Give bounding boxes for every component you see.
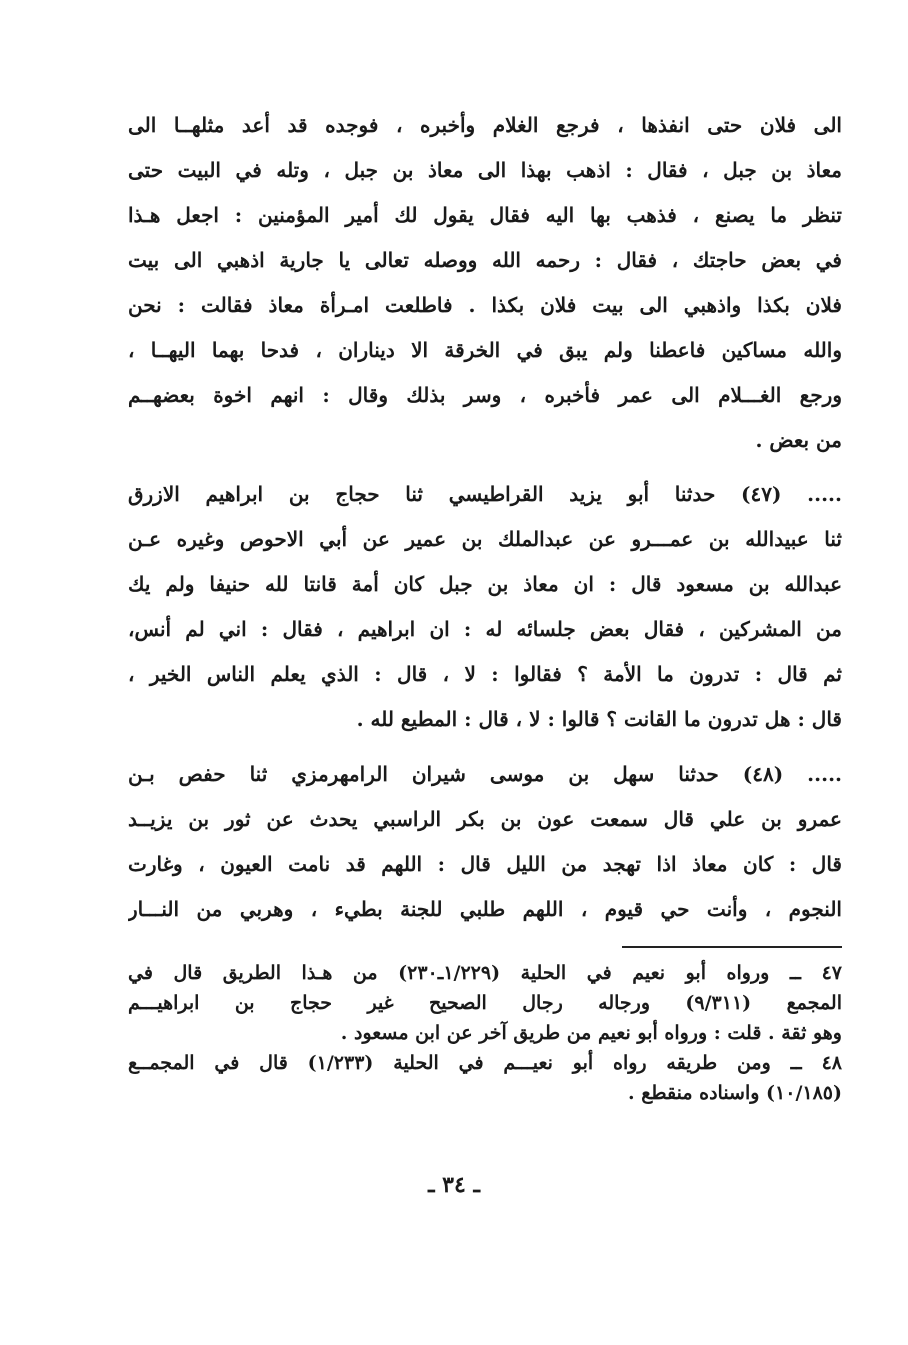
text-line: ..... (٤٧) حدثنا أبو يزيد القراطيسي ثنا حجاج بن ابراهيم الازرق [128, 482, 842, 506]
footnote-line: المجمع (٩/٣١١) ورجاله رجال الصحيح غير حجاج بن ابراهيـــم [128, 992, 842, 1014]
text-line: فلان بكذا واذهبي الى بيت فلان بكذا . فاطلعت امـرأة معاذ فقالت : نحن [128, 293, 842, 317]
text-line: عمرو بن علي قال سمعت عون بن بكر الراسبي يحدث عن ثور بن يزيــد [128, 807, 842, 831]
text-line: قال : كان معاذ اذا تهجد من الليل قال : اللهم قد نامت العيون ، وغارت [128, 852, 842, 876]
footnote-line: وهو ثقة . قلت : ورواه أبو نعيم من طريق آخر عن ابن مسعود . [340, 1022, 842, 1044]
text-line: في بعض حاجتك ، فقال : رحمه الله ووصله تعالى يا جارية اذهبي الى بيت [128, 248, 842, 272]
footnote-divider [622, 946, 842, 948]
text-line: ورجع الغـــلام الى عمر فأخبره ، وسر بذلك وقال : انهم اخوة بعضهــم [128, 383, 842, 407]
footnote-line: ٤٨ ــ ومن طريقه رواه أبو نعيـــم في الحلية (١/٢٣٣) قال في المجمــع [128, 1052, 842, 1074]
text-line: الى فلان حتى انفذها ، فرجع الغلام وأخبره ، فوجده قد أعد مثلهــا الى [128, 113, 842, 137]
text-line: ..... (٤٨) حدثنا سهل بن موسى شيران الرامهرمزي ثنا حفص بـن [128, 762, 842, 786]
text-line: معاذ بن جبل ، فقال : اذهب بهذا الى معاذ بن جبل ، وتله في البيت حتى [128, 158, 842, 182]
text-line: النجوم ، وأنت حي قيوم ، اللهم طلبي للجنة بطيء ، وهربي من النـــار [128, 897, 842, 921]
page-number: ـ ٣٤ ـ [428, 1172, 480, 1198]
paragraph-1 [128, 103, 842, 463]
text-line: ثنا عبيدالله بن عمـــرو عن عبدالملك بن عمير عن أبي الاحوص وغيره عـن [128, 527, 842, 551]
text-line: من المشركين ، فقال بعض جلسائه له : ان ابراهيم ، فقال : اني لم أنس، [128, 617, 842, 641]
paragraph-3 [128, 752, 842, 932]
footnote-line: ٤٧ ــ ورواه أبو نعيم في الحلية (١/٢٢٩ـ٢٣٠) من هـذا الطريق قال في [128, 962, 842, 984]
footnotes [128, 958, 842, 1108]
text-line: ثم قال : تدرون ما الأمة ؟ فقالوا : لا ، قال : الذي يعلم الناس الخير ، [128, 662, 842, 686]
text-line: تنظر ما يصنع ، فذهب بها اليه فقال يقول لك أمير المؤمنين : اجعل هـذا [128, 203, 842, 227]
text-line: عبدالله بن مسعود قال : ان معاذ بن جبل كان أمة قانتا لله حنيفا ولم يك [128, 572, 842, 596]
text-line: قال : هل تدرون ما القانت ؟ قالوا : لا ، قال : المطيع لله . [356, 707, 842, 731]
text-line: والله مساكين فاعطنا ولم يبق في الخرقة الا ديناران ، فدحا بهما اليهــا ، [128, 338, 842, 362]
text-line: من بعض . [755, 428, 842, 452]
paragraph-2 [128, 472, 842, 742]
footnote-line: (١٠/١٨٥) واسناده منقطع . [628, 1082, 842, 1104]
